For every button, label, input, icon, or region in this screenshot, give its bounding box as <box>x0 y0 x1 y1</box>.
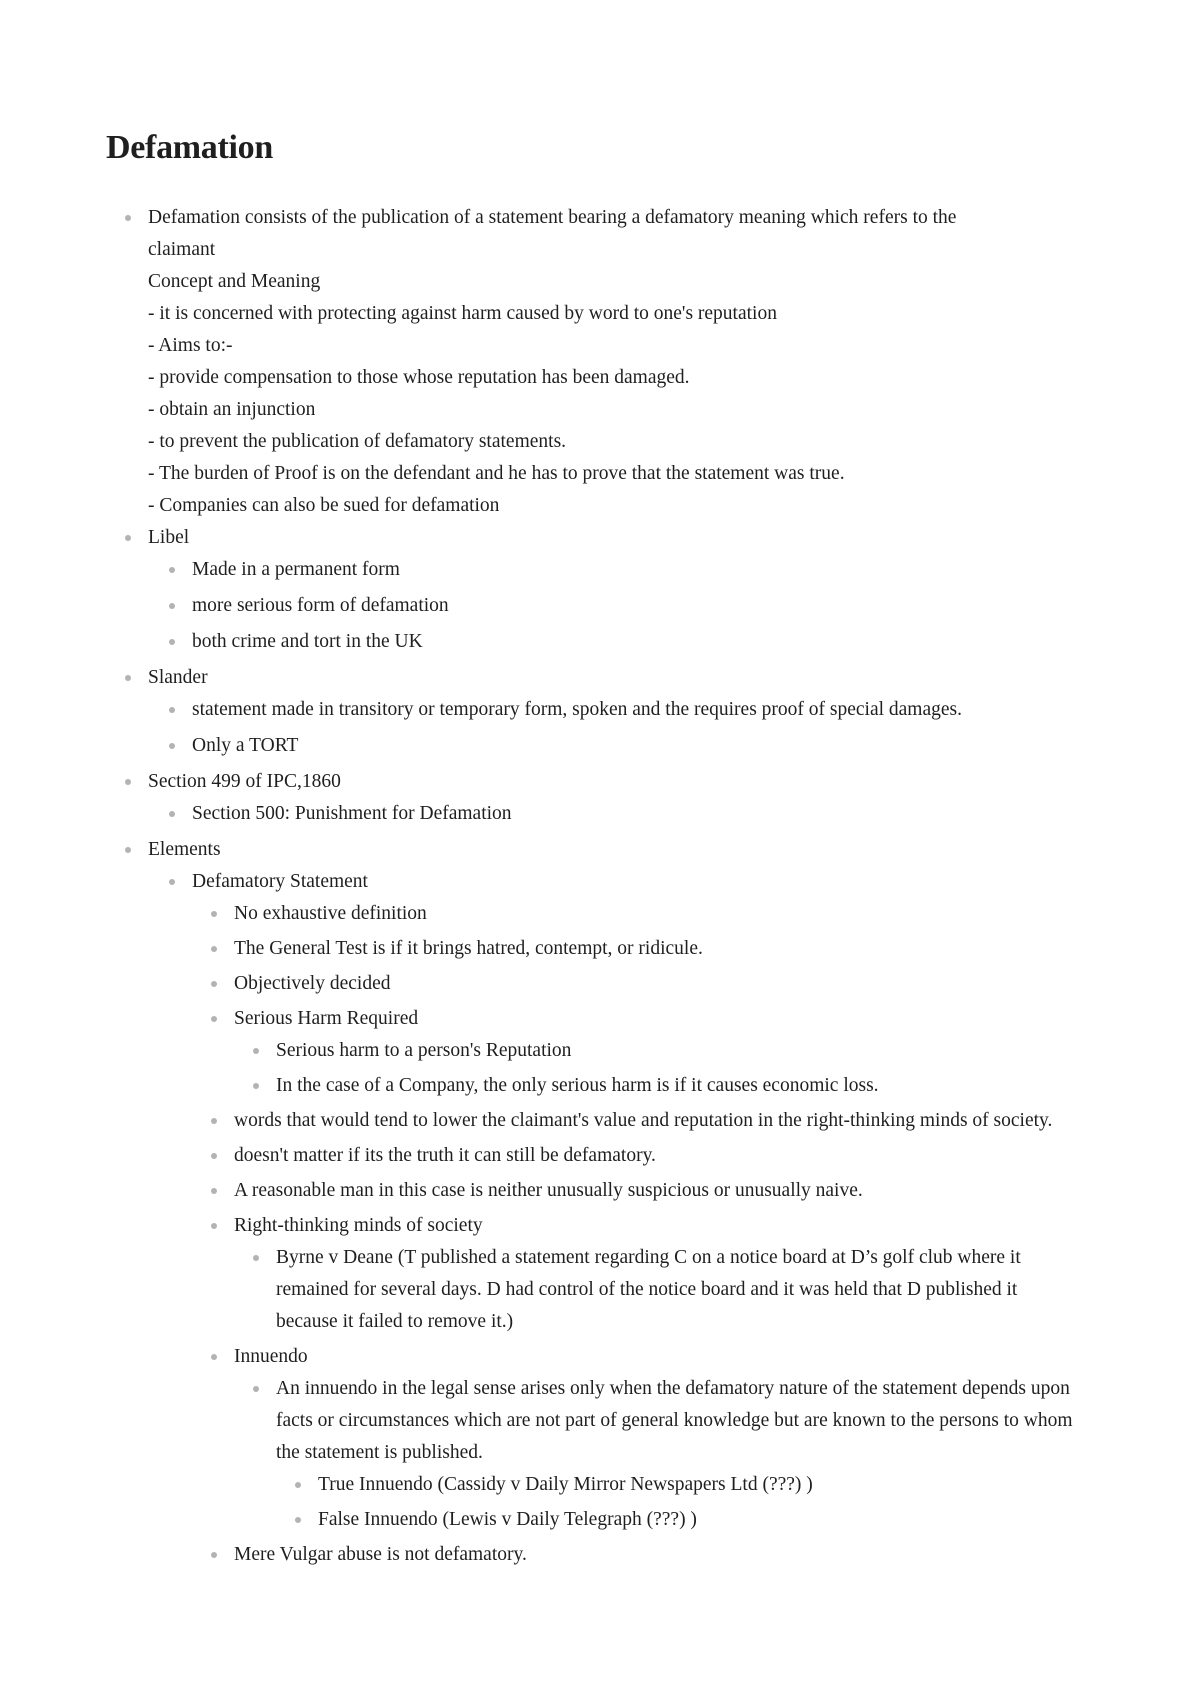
statement-item: Objectively decided <box>234 973 391 994</box>
section-list <box>148 798 1048 830</box>
statement-item: No exhaustive definition <box>234 903 427 924</box>
libel-item: more serious form of defamation <box>192 595 449 616</box>
list-item <box>234 1175 1048 1207</box>
serious-harm-item: In the case of a Company, the only serious harm is if it causes economic loss. <box>276 1075 879 1096</box>
statement-item: Mere Vulgar abuse is not defamatory. <box>234 1544 527 1565</box>
libel-list <box>148 554 1048 658</box>
innuendo-list <box>234 1373 1073 1536</box>
list-item-elements <box>148 834 1073 1571</box>
list-item-section <box>148 766 1048 830</box>
right-thinking-list <box>234 1242 1048 1338</box>
list-item <box>192 554 1048 586</box>
list-item <box>276 1070 1048 1102</box>
innuendo-item: False Innuendo (Lewis v Daily Telegraph (???) ) <box>318 1509 697 1530</box>
slander-label: Slander <box>148 667 208 688</box>
list-item <box>192 730 1048 762</box>
libel-label: Libel <box>148 527 190 548</box>
slander-item: statement made in transitory or temporary form, spoken and the requires proof of special damages. <box>192 699 963 720</box>
list-item <box>276 1242 1048 1338</box>
slander-item: Only a TORT <box>192 735 299 756</box>
serious-harm-label: Serious Harm Required <box>234 1008 419 1029</box>
list-item <box>234 933 1048 965</box>
list-item <box>192 694 1048 726</box>
elements-label: Elements <box>148 839 221 860</box>
libel-item: Made in a permanent form <box>192 559 400 580</box>
intro-line: - The burden of Proof is on the defendant and he has to prove that the statement was true. <box>148 463 845 484</box>
list-item <box>192 798 1048 830</box>
intro-line: Concept and Meaning <box>148 271 321 292</box>
page-title: Defamation <box>106 129 273 166</box>
list-item-right-thinking <box>234 1210 1048 1338</box>
innuendo-types-list <box>276 1469 1048 1536</box>
list-item <box>276 1035 1048 1067</box>
intro-line: - Aims to:- <box>148 335 233 356</box>
outline-list <box>148 202 1073 1575</box>
list-item <box>234 1140 1048 1172</box>
serious-harm-list <box>234 1035 1048 1102</box>
list-item-libel <box>148 522 1048 658</box>
innuendo-desc: An innuendo in the legal sense arises only when the defamatory nature of the statement depends upon facts or circumstances which are not part of general knowledge but are known to the persons to whom the statement is published. <box>276 1378 1073 1463</box>
statement-list <box>192 898 1073 1571</box>
statement-label: Defamatory Statement <box>192 871 368 892</box>
intro-line: - obtain an injunction <box>148 399 316 420</box>
list-item <box>318 1469 1048 1501</box>
right-thinking-label: Right-thinking minds of society <box>234 1215 483 1236</box>
serious-harm-item: Serious harm to a person's Reputation <box>276 1040 572 1061</box>
list-item-intro <box>148 202 1048 522</box>
innuendo-item: True Innuendo (Cassidy v Daily Mirror Newspapers Ltd (???) ) <box>318 1474 813 1495</box>
innuendo-label: Innuendo <box>234 1346 308 1367</box>
intro-line: - it is concerned with protecting against harm caused by word to one's reputation <box>148 303 777 324</box>
section-label: Section 499 of IPC,1860 <box>148 771 341 792</box>
list-item <box>318 1504 1048 1536</box>
intro-line: Defamation consists of the publication of a statement bearing a defamatory meaning which refers to the claimant <box>148 207 957 260</box>
list-item-slander <box>148 662 1048 762</box>
intro-line: - to prevent the publication of defamatory statements. <box>148 431 567 452</box>
list-item <box>234 968 1048 1000</box>
case-item: Byrne v Deane (T published a statement regarding C on a notice board at D’s golf club where it remained for several days. D had control of the notice board and it was held that D published it because it failed to remove it.) <box>276 1247 1021 1332</box>
list-item <box>234 1105 1053 1137</box>
list-item-defamatory-statement <box>192 866 1073 1571</box>
list-item-serious-harm <box>234 1003 1048 1102</box>
section-item: Section 500: Punishment for Defamation <box>192 803 512 824</box>
statement-item: A reasonable man in this case is neither unusually suspicious or unusually naive. <box>234 1180 863 1201</box>
intro-line: - Companies can also be sued for defamation <box>148 495 500 516</box>
list-item-innuendo <box>234 1341 1073 1536</box>
list-item <box>276 1373 1073 1536</box>
slander-list <box>148 694 1048 762</box>
statement-item: doesn't matter if its the truth it can still be defamatory. <box>234 1145 656 1166</box>
statement-item: The General Test is if it brings hatred, contempt, or ridicule. <box>234 938 703 959</box>
intro-line: - provide compensation to those whose reputation has been damaged. <box>148 367 690 388</box>
libel-item: both crime and tort in the UK <box>192 631 423 652</box>
list-item <box>234 1539 1048 1571</box>
elements-list <box>148 866 1073 1571</box>
list-item <box>192 590 1048 622</box>
list-item <box>234 898 1048 930</box>
list-item <box>192 626 1048 658</box>
statement-item: words that would tend to lower the claimant's value and reputation in the right-thinking minds of society. <box>234 1110 1053 1131</box>
